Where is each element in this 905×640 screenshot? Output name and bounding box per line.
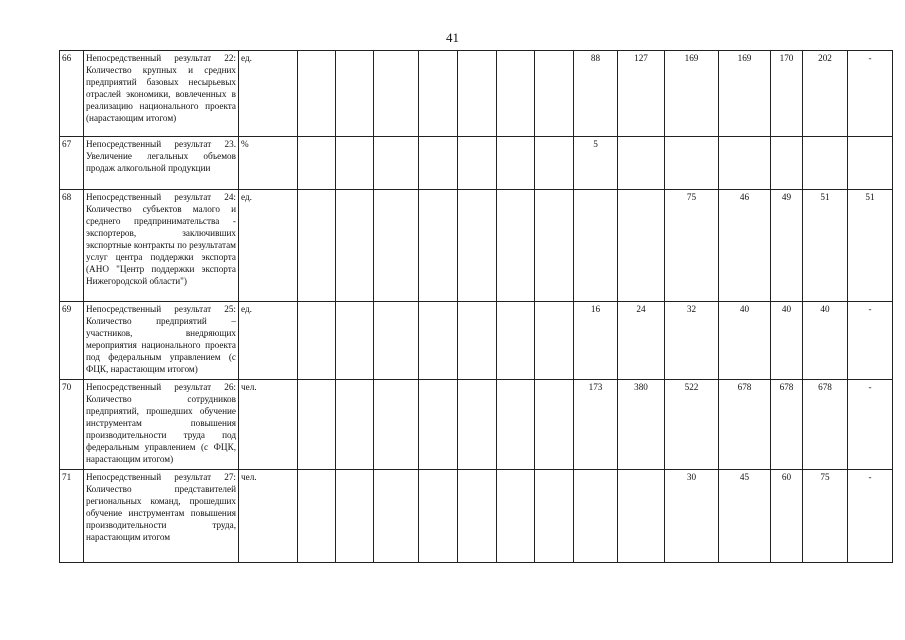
value-cell: -: [848, 470, 893, 563]
value-cell: 46: [719, 190, 771, 302]
value-cell: 202: [803, 51, 848, 137]
value-cell: -: [848, 51, 893, 137]
row-number: 67: [60, 137, 84, 190]
value-cell: [497, 137, 535, 190]
value-cell: [336, 51, 374, 137]
table-row: [60, 470, 893, 563]
table-row: [60, 380, 893, 470]
value-cell: 170: [771, 51, 803, 137]
value-cell: [336, 380, 374, 470]
unit-cell: чел.: [239, 380, 298, 470]
value-cell: [374, 51, 419, 137]
value-cell: [497, 190, 535, 302]
value-cell: [336, 137, 374, 190]
value-cell: 169: [719, 51, 771, 137]
unit-cell: ед.: [239, 51, 298, 137]
value-cell: [803, 137, 848, 190]
value-cell: [419, 51, 458, 137]
indicator-description: Непосредственный результат 23. Увеличение легальных объемов продаж алкогольной продукции: [84, 137, 239, 190]
value-cell: [458, 470, 497, 563]
row-number: 70: [60, 380, 84, 470]
value-cell: [419, 137, 458, 190]
value-cell: [336, 302, 374, 380]
value-cell: [298, 380, 336, 470]
value-cell: 40: [771, 302, 803, 380]
value-cell: 32: [665, 302, 719, 380]
value-cell: 522: [665, 380, 719, 470]
value-cell: [419, 380, 458, 470]
value-cell: [374, 380, 419, 470]
value-cell: 678: [803, 380, 848, 470]
unit-cell: ед.: [239, 190, 298, 302]
value-cell: 45: [719, 470, 771, 563]
value-cell: [298, 302, 336, 380]
value-cell: [298, 137, 336, 190]
indicator-description: Непосредственный результат 24: Количество субъектов малого и среднего предпринимательства - экспортеров, заключивших экспортные контракты по результатам услуг центра поддержки экспорта (АНО "Центр поддержки экспорта Нижегородской области"): [84, 190, 239, 302]
value-cell: 30: [665, 470, 719, 563]
value-cell: [535, 190, 574, 302]
table-row: [60, 51, 893, 137]
value-cell: [497, 51, 535, 137]
row-number: 66: [60, 51, 84, 137]
value-cell: 678: [771, 380, 803, 470]
value-cell: [848, 137, 893, 190]
value-cell: 5: [574, 137, 618, 190]
value-cell: 49: [771, 190, 803, 302]
value-cell: [298, 51, 336, 137]
value-cell: [374, 137, 419, 190]
value-cell: [458, 137, 497, 190]
value-cell: [535, 302, 574, 380]
value-cell: [497, 302, 535, 380]
value-cell: 678: [719, 380, 771, 470]
value-cell: [771, 137, 803, 190]
table-row: [60, 137, 893, 190]
value-cell: 173: [574, 380, 618, 470]
value-cell: [298, 470, 336, 563]
value-cell: [618, 137, 665, 190]
value-cell: [374, 470, 419, 563]
table-body: [60, 51, 893, 563]
indicator-description: Непосредственный результат 22: Количество крупных и средних предприятий базовых несырьевых отраслей экономики, вовлеченных в реализацию национального проекта (нарастающим итогом): [84, 51, 239, 137]
value-cell: [458, 190, 497, 302]
value-cell: [458, 302, 497, 380]
row-number: 68: [60, 190, 84, 302]
value-cell: [374, 190, 419, 302]
value-cell: 75: [803, 470, 848, 563]
value-cell: [665, 137, 719, 190]
value-cell: [574, 190, 618, 302]
value-cell: [497, 380, 535, 470]
value-cell: 127: [618, 51, 665, 137]
value-cell: [497, 470, 535, 563]
value-cell: 51: [803, 190, 848, 302]
indicator-description: Непосредственный результат 27: Количество представителей региональных команд, прошедших обучение инструментам повышения производительности труда, нарастающим итогом: [84, 470, 239, 563]
value-cell: -: [848, 380, 893, 470]
value-cell: 169: [665, 51, 719, 137]
unit-cell: ед.: [239, 302, 298, 380]
unit-cell: чел.: [239, 470, 298, 563]
value-cell: 60: [771, 470, 803, 563]
row-number: 71: [60, 470, 84, 563]
value-cell: 88: [574, 51, 618, 137]
value-cell: [419, 302, 458, 380]
value-cell: [535, 470, 574, 563]
table-row: [60, 302, 893, 380]
value-cell: [458, 51, 497, 137]
indicator-description: Непосредственный результат 26: Количество сотрудников предприятий, прошедших обучение инструментам повышения производительности труда под федеральным управлением (с ФЦК, нарастающим итогом): [84, 380, 239, 470]
unit-cell: %: [239, 137, 298, 190]
value-cell: [618, 470, 665, 563]
indicator-description: Непосредственный результат 25: Количество предприятий – участников, внедряющих мероприятия национального проекта под федеральным управлением (с ФЦК, нарастающим итогом): [84, 302, 239, 380]
value-cell: [298, 190, 336, 302]
value-cell: [574, 470, 618, 563]
indicators-table: [59, 50, 893, 563]
value-cell: 380: [618, 380, 665, 470]
page-number: 41: [446, 30, 459, 45]
value-cell: [419, 470, 458, 563]
value-cell: 40: [719, 302, 771, 380]
value-cell: [535, 380, 574, 470]
value-cell: 40: [803, 302, 848, 380]
value-cell: 75: [665, 190, 719, 302]
value-cell: [535, 51, 574, 137]
table-row: [60, 190, 893, 302]
value-cell: 51: [848, 190, 893, 302]
value-cell: [336, 470, 374, 563]
value-cell: [719, 137, 771, 190]
value-cell: [419, 190, 458, 302]
value-cell: [618, 190, 665, 302]
value-cell: 24: [618, 302, 665, 380]
value-cell: [458, 380, 497, 470]
value-cell: [336, 190, 374, 302]
value-cell: [535, 137, 574, 190]
row-number: 69: [60, 302, 84, 380]
value-cell: 16: [574, 302, 618, 380]
value-cell: [374, 302, 419, 380]
value-cell: -: [848, 302, 893, 380]
